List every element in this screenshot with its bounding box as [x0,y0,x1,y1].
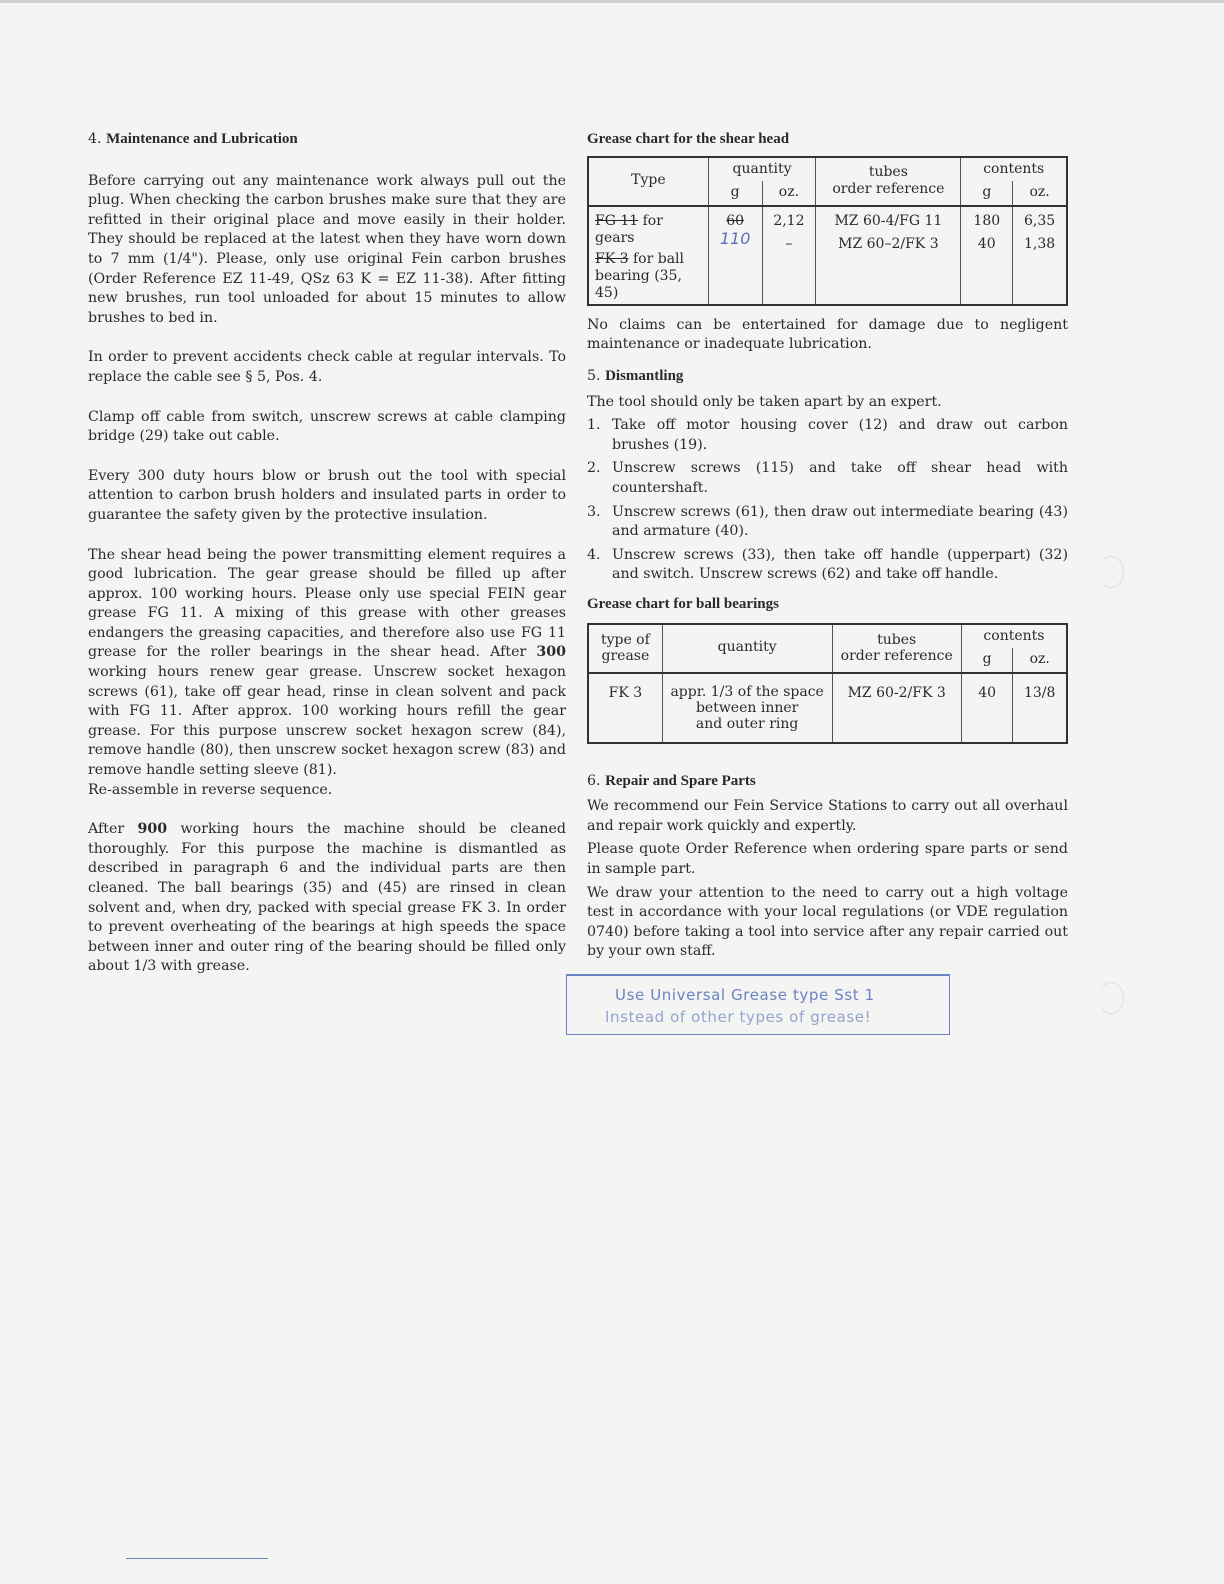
header-line: grease [601,648,650,665]
header-line: type of [600,632,650,649]
quantity-g-value: 60 [726,212,745,229]
cell-order-reference: MZ 60-2/FK 3 [832,673,961,743]
list-item [587,459,1068,498]
cell-contents-oz: 13/8 [1013,673,1067,743]
header-g: g [708,181,762,206]
paragraph-shear-head-lubrication [88,546,566,781]
handwritten-correction: 110 [719,228,751,248]
type-desc: for gears [595,212,663,246]
section-title: Dismantling [605,367,684,384]
chart-ball-bearings-title: Grease chart for ball bearings [587,595,779,612]
step-text: Unscrew screws (115) and take off shear head with countershaft. [612,460,1068,496]
header-contents-g: g [961,648,1013,673]
contents-oz-value: 6,35 [1024,212,1056,229]
header-tubes [832,624,961,673]
section-5-heading [587,367,1068,387]
paragraph-service-stations: We recommend our Fein Service Stations to carry out all overhaul and repair work quickly and expertly. [587,798,1068,834]
header-contents-oz: oz. [1013,648,1067,673]
dismantling-steps [587,416,1068,585]
table-row [588,206,1067,305]
list-item [587,546,1068,585]
header-tubes-line2: order reference [832,181,945,198]
paragraph-carbon-brushes: Before carrying out any maintenance work always pull out the plug. When checking the carbon brushes make sure that they are refitted in their original place and move easily in their holder. They should be replaced at the latest when they have worn down to 7 mm (1/4"). Please, only use original Fein carbon brushes (Order Reference EZ 11-49, QSz 63 K = EZ 11-38). After fitting new brushes, run tool unloaded for about 15 minutes to allow brushes to bed in. [88,172,566,326]
hours-300: 300 [536,644,566,661]
type-desc: for ball [628,250,684,267]
grease-chart-shear-head [587,156,1068,306]
cell-quantity [662,673,832,743]
right-column [587,130,1068,962]
punch-hole-mark [1098,982,1124,1014]
cell-oz [762,206,816,305]
paragraph-900-hours [88,820,566,977]
cell-g [708,206,762,305]
type-code: FG 11 [595,212,639,229]
paragraph-clamp-cable: Clamp off cable from switch, unscrew screws at cable clamping bridge (29) take out cable. [88,408,566,445]
text-part: working hours the machine should be cleaned thoroughly. For this purpose the machine is dismantled as described in paragraph 6 and the individual parts are then cleaned. The ball bearings (35) and (45) are rinsed in clean solvent and, when dry, packed with special grease FK 3. In order to prevent overheating of the bearings at high speeds the space between inner and outer ring of the bearing should be filled only about 1/3 with grease. [88,821,566,975]
left-column [88,130,566,977]
quantity-line: between inner [695,699,799,716]
contents-g-value: 180 [973,212,1001,229]
step-number: 2. [587,460,601,477]
header-tubes [816,157,961,206]
header-contents: contents [961,157,1067,182]
table-row [588,673,1067,743]
cell-contents-g: 40 [961,673,1013,743]
contents-oz-value: 1,38 [1024,235,1056,252]
punch-hole-mark [1098,556,1124,588]
text-part: working hours renew gear grease. Unscrew socket hexagon screws (61), take off gear head, rinse in clean solvent and pack with FG 11. After approx. 100 working hours refill the gear grease. For this purpose unscrew socket hexagon screw (84), remove handle (80), then unscrew socket hexagon screw (83) and remove handle setting sleeve (81). [88,664,566,779]
paragraph-reassemble: Re-assemble in reverse sequence. [88,781,333,798]
step-number: 3. [587,503,601,520]
quantity-line: and outer ring [695,715,799,732]
bottom-rule [126,1558,268,1559]
cell-type: FK 3 [588,673,662,743]
step-text: Unscrew screws (61), then draw out intermediate bearing (43) and armature (40). [612,503,1068,540]
paragraph-order-reference: Please quote Order Reference when ordering spare parts or send in sample part. [587,841,1068,878]
cell-type [588,206,708,305]
header-type-of-grease [588,624,662,673]
header-quantity: quantity [662,624,832,673]
order-ref-value: MZ 60-4/FG 11 [834,212,943,229]
step-number: 4. [587,546,601,563]
type-code: FK 3 [595,250,629,267]
stamp-line-2: Instead of other types of grease! [605,1008,872,1026]
list-item [587,503,1068,542]
header-contents: contents [961,624,1067,649]
section-number: 6. [587,772,601,789]
section-4-heading [88,130,566,150]
chart-shear-head-title: Grease chart for the shear head [587,131,790,147]
header-type: Type [588,157,708,206]
stamp [566,974,950,1035]
scan-top-edge [0,0,1224,3]
header-contents-g: g [961,181,1013,206]
paragraph-high-voltage-test: We draw your attention to the need to carry out a high voltage test in accordance with your local regulations (or VDE regulation 0740) before taking a tool into service after any repair carried out by your own staff. [587,884,1068,960]
type-desc-line2: bearing (35, 45) [595,267,682,301]
quantity-oz-value: – [785,235,793,252]
header-oz: oz. [762,181,816,206]
cell-order-reference [816,206,961,305]
list-item [587,416,1068,455]
paragraph-cable-check: In order to prevent accidents check cable at regular intervals. To replace the cable see § 5, Pos. 4. [88,349,566,385]
header-line: tubes [877,632,917,649]
text-part: After [88,821,138,838]
cell-contents-g [961,206,1013,305]
step-number: 1. [587,417,601,434]
contents-g-value: 40 [977,235,996,252]
header-quantity: quantity [708,157,816,182]
quantity-line: appr. 1/3 of the space [670,683,824,700]
header-line: order reference [840,648,953,665]
header-tubes-line1: tubes [868,164,908,181]
section-number: 5. [587,367,601,384]
section-number: 4. [88,131,102,147]
hours-900: 900 [137,821,168,838]
cell-contents-oz [1013,206,1067,305]
header-contents-oz: oz. [1013,181,1067,206]
step-text: Unscrew screws (33), then take off handle (upperpart) (32) and switch. Unscrew screws (62) and take off handle. [612,546,1068,583]
stamp-line-1: Use Universal Grease type Sst 1 [615,986,875,1004]
grease-chart-ball-bearings [587,623,1068,744]
section-title: Maintenance and Lubrication [106,131,298,147]
section-title: Repair and Spare Parts [605,772,756,789]
step-text: Take off motor housing cover (12) and draw out carbon brushes (19). [612,417,1068,453]
section-6-heading [587,772,1068,792]
paragraph-duty-hours: Every 300 duty hours blow or brush out the tool with special attention to carbon brush holders and insulated parts in order to guarantee the safety given by the protective insulation. [88,467,566,523]
dismantling-intro: The tool should only be taken apart by an expert. [587,393,942,410]
order-ref-value: MZ 60–2/FK 3 [838,235,939,252]
quantity-oz-value: 2,12 [773,212,805,229]
text-part: The shear head being the power transmitting element requires a good lubrication. The gear grease should be filled up after approx. 100 working hours. Please only use special FEIN gear grease FG 11. A mixing of this grease with other greases endangers the greasing capacities, and therefore also use FG 11 grease for the roller bearings in the shear head. After [88,546,566,661]
paragraph-claims: No claims can be entertained for damage due to negligent maintenance or inadequate lubrication. [587,316,1068,353]
